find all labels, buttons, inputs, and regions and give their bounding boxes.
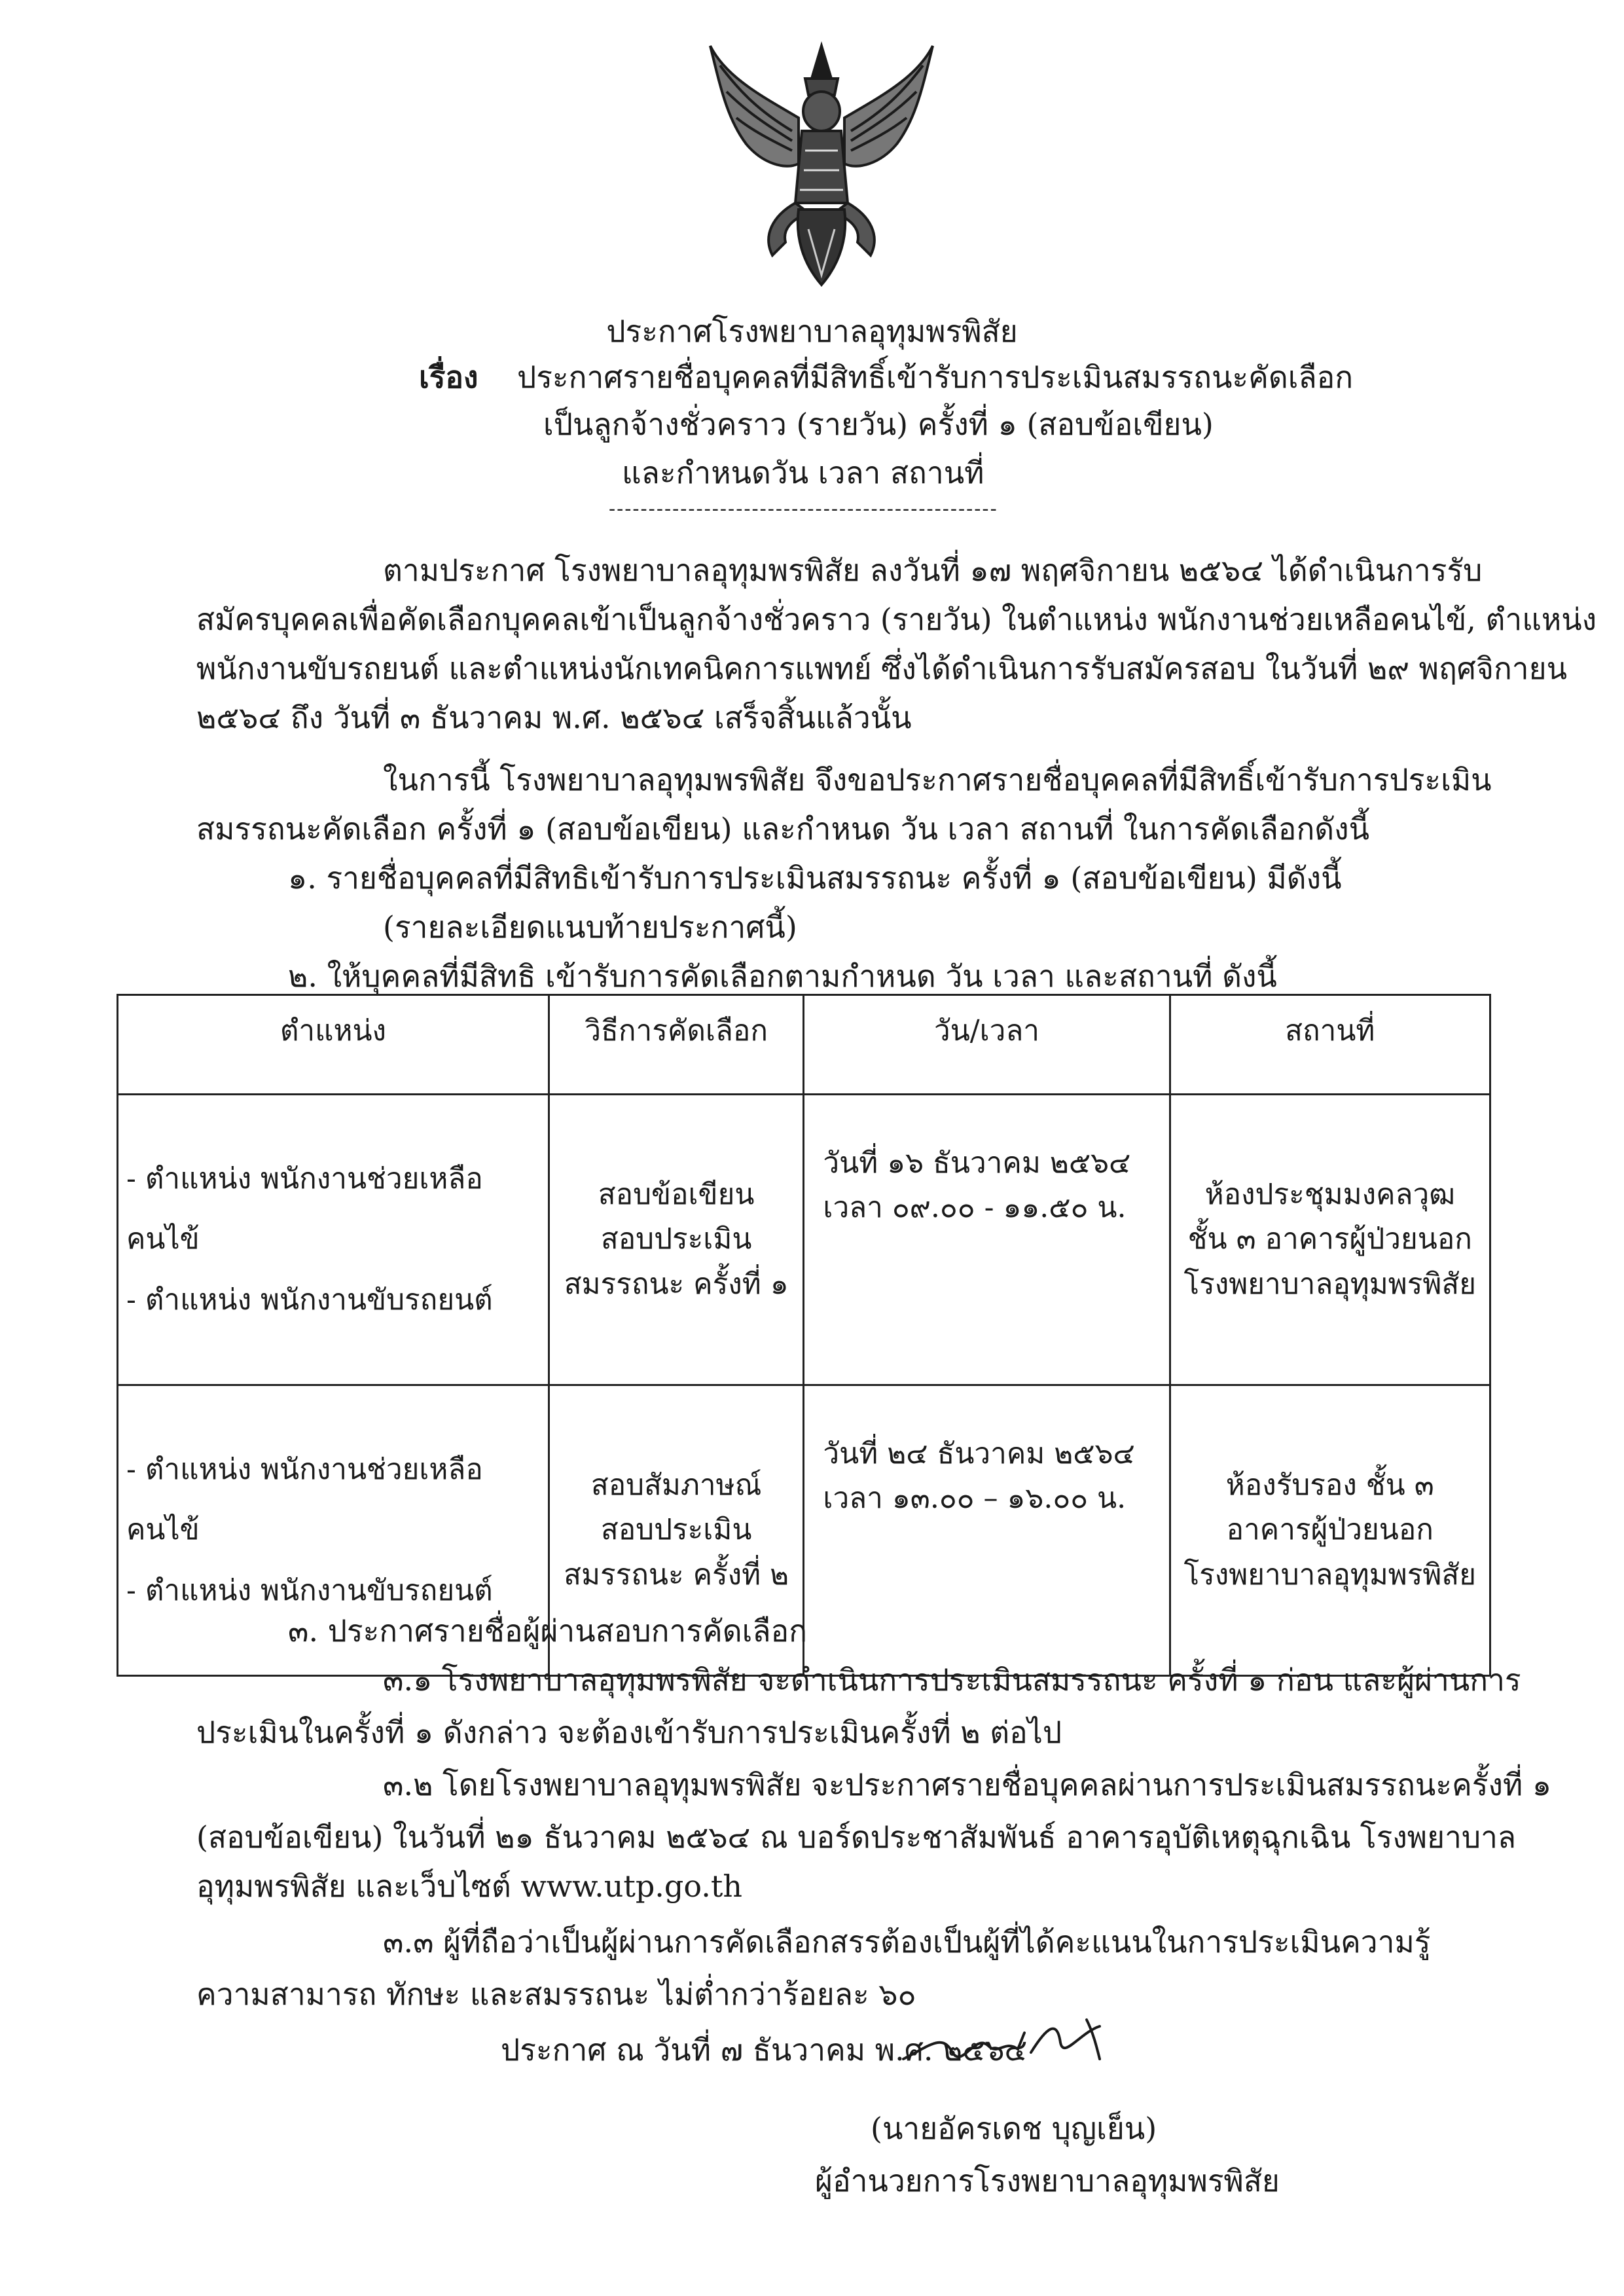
item-1: ๑. รายชื่อบุคคลที่มีสิทธิเข้ารับการประเมินสมรรถนะ ครั้งที่ ๑ (สอบข้อเขียน) มีดังนี้ [288, 860, 1342, 896]
method-line: สอบประเมิน [600, 1513, 752, 1547]
method-line: สอบสัมภาษณ์ [590, 1468, 762, 1503]
position-line: - ตำแหน่ง พนักงานช่วยเหลือคนไข้ [126, 1161, 483, 1256]
method-line: สมรรถนะ ครั้งที่ ๑ [564, 1267, 789, 1301]
garuda-emblem-icon [700, 39, 943, 288]
paragraph-2-line-1: ในการนี้ โรงพยาบาลอุทุมพรพิสัย จึงขอประกาศรายชื่อบุคคลที่มีสิทธิ์เข้ารับการประเมิน [383, 762, 1492, 797]
table-header-row [118, 995, 1490, 1095]
paragraph-1-line-3: พนักงานขับรถยนต์ และตำแหน่งนักเทคนิคการแพทย์ ซึ่งได้ดำเนินการรับสมัครสอบ ในวันที่ ๒๙ พฤศจิกายน [196, 651, 1568, 686]
place-cell [1170, 1095, 1490, 1385]
method-cell [549, 1095, 804, 1385]
section-3-1-line-1: ๓.๑ โรงพยาบาลอุทุมพรพิสัย จะดำเนินการประเมินสมรรถนะ ครั้งที่ ๑ ก่อน และผู้ผ่านการ [383, 1662, 1521, 1698]
date-text: วันที่ ๑๖ ธันวาคม ๒๕๖๔ [823, 1146, 1131, 1180]
paragraph-1-line-1: ตามประกาศ โรงพยาบาลอุทุมพรพิสัย ลงวันที่ ๑๗ พฤศจิกายน ๒๕๖๔ ได้ดำเนินการรับ [383, 553, 1483, 588]
date-text: วันที่ ๒๔ ธันวาคม ๒๕๖๔ [823, 1437, 1135, 1470]
section-3-3-line-2: ความสามารถ ทักษะ และสมรรถนะ ไม่ต่ำกว่าร้อยละ ๖๐ [196, 1977, 916, 2012]
time-text: เวลา ๐๙.๐๐ - ๑๑.๕๐ น. [823, 1191, 1127, 1225]
section-3-heading: ๓. ประกาศรายชื่อผู้ผ่านสอบการคัดเลือก [288, 1613, 808, 1649]
paragraph-2-line-2: สมรรถนะคัดเลือก ครั้งที่ ๑ (สอบข้อเขียน) และกำหนด วัน เวลา สถานที่ ในการคัดเลือกดังนี้ [196, 811, 1370, 847]
signature-graphic [890, 2007, 1126, 2079]
method-line: สมรรถนะ ครั้งที่ ๒ [564, 1558, 789, 1592]
datetime-cell [804, 1095, 1170, 1385]
signer-name: (นายอัครเดช บุญเย็น) [871, 2111, 1157, 2146]
section-3-2-line-2: (สอบข้อเขียน) ในวันที่ ๒๑ ธันวาคม ๒๕๖๔ ณ บอร์ดประชาสัมพันธ์ อาคารอุบัติเหตุฉุกเฉิน โรงพยาบาล [196, 1819, 1517, 1855]
section-3-2-line-1: ๓.๒ โดยโรงพยาบาลอุทุมพรพิสัย จะประกาศรายชื่อบุคคลผ่านการประเมินสมรรถนะครั้งที่ ๑ [383, 1767, 1552, 1802]
datetime-cell [804, 1385, 1170, 1676]
header-place: สถานที่ [1170, 995, 1490, 1095]
header-datetime: วัน/เวลา [804, 995, 1170, 1095]
time-text: เวลา ๑๓.๐๐ – ๑๖.๐๐ น. [823, 1482, 1127, 1516]
place-line: โรงพยาบาลอุทุมพรพิสัย [1183, 1558, 1477, 1592]
position-line: - ตำแหน่ง พนักงานขับรถยนต์ [126, 1283, 493, 1317]
item-2: ๒. ให้บุคคลที่มีสิทธิ เข้ารับการคัดเลือกตามกำหนด วัน เวลา และสถานที่ ดังนี้ [288, 958, 1277, 994]
position-cell [118, 1095, 549, 1385]
header-position: ตำแหน่ง [118, 995, 549, 1095]
section-3-1-line-2: ประเมินในครั้งที่ ๑ ดังกล่าว จะต้องเข้ารับการประเมินครั้งที่ ๒ ต่อไป [196, 1715, 1062, 1750]
place-line: อาคารผู้ป่วยนอก [1226, 1513, 1434, 1547]
method-line: สอบข้อเขียน [598, 1178, 755, 1212]
schedule-table [117, 994, 1491, 1677]
section-3-2-line-3: อุทุมพรพิสัย และเว็บไซต์ www.utp.go.th [196, 1868, 742, 1904]
announcement-date: ประกาศ ณ วันที่ ๗ ธันวาคม พ.ศ. ๒๕๖๔ [501, 2032, 1028, 2068]
place-line: ชั้น ๓ อาคารผู้ป่วยนอก [1187, 1222, 1472, 1256]
header-method: วิธีการคัดเลือก [549, 995, 804, 1095]
paragraph-1-line-2: สมัครบุคคลเพื่อคัดเลือกบุคคลเข้าเป็นลูกจ้างชั่วคราว (รายวัน) ในตำแหน่ง พนักงานช่วยเหลือคนไข้, ตำแหน่ง [196, 602, 1597, 637]
announcement-title: ประกาศโรงพยาบาลอุทุมพรพิสัย [606, 314, 1018, 349]
item-1-note: (รายละเอียดแนบท้ายประกาศนี้) [383, 909, 797, 945]
place-cell [1170, 1385, 1490, 1676]
subject-line-1: ประกาศรายชื่อบุคคลที่มีสิทธิ์เข้ารับการประเมินสมรรถนะคัดเลือก [517, 359, 1354, 395]
place-line: ห้องประชุมมงคลวุฒ [1204, 1178, 1455, 1212]
place-line: โรงพยาบาลอุทุมพรพิสัย [1183, 1267, 1477, 1301]
section-3-3-line-1: ๓.๓ ผู้ที่ถือว่าเป็นผู้ผ่านการคัดเลือกสรรต้องเป็นผู้ที่ได้คะแนนในการประเมินความรู้ [383, 1924, 1431, 1959]
subject-line-3: และกำหนดวัน เวลา สถานที่ [622, 455, 984, 490]
subject-line-2: เป็นลูกจ้างชั่วคราว (รายวัน) ครั้งที่ ๑ (สอบข้อเขียน) [543, 407, 1214, 442]
method-line: สอบประเมิน [600, 1222, 752, 1256]
place-line: ห้องรับรอง ชั้น ๓ [1225, 1468, 1434, 1503]
signer-title: ผู้อำนวยการโรงพยาบาลอุทุมพรพิสัย [815, 2163, 1280, 2198]
divider: ------------------------------------------------- [609, 498, 998, 520]
position-line: - ตำแหน่ง พนักงานช่วยเหลือคนไข้ [126, 1452, 483, 1547]
position-line: - ตำแหน่ง พนักงานขับรถยนต์ [126, 1573, 493, 1607]
paragraph-1-line-4: ๒๕๖๔ ถึง วันที่ ๓ ธันวาคม พ.ศ. ๒๕๖๔ เสร็จสิ้นแล้วนั้น [196, 700, 912, 735]
subject-label: เรื่อง [419, 359, 478, 395]
table-row [118, 1095, 1490, 1385]
